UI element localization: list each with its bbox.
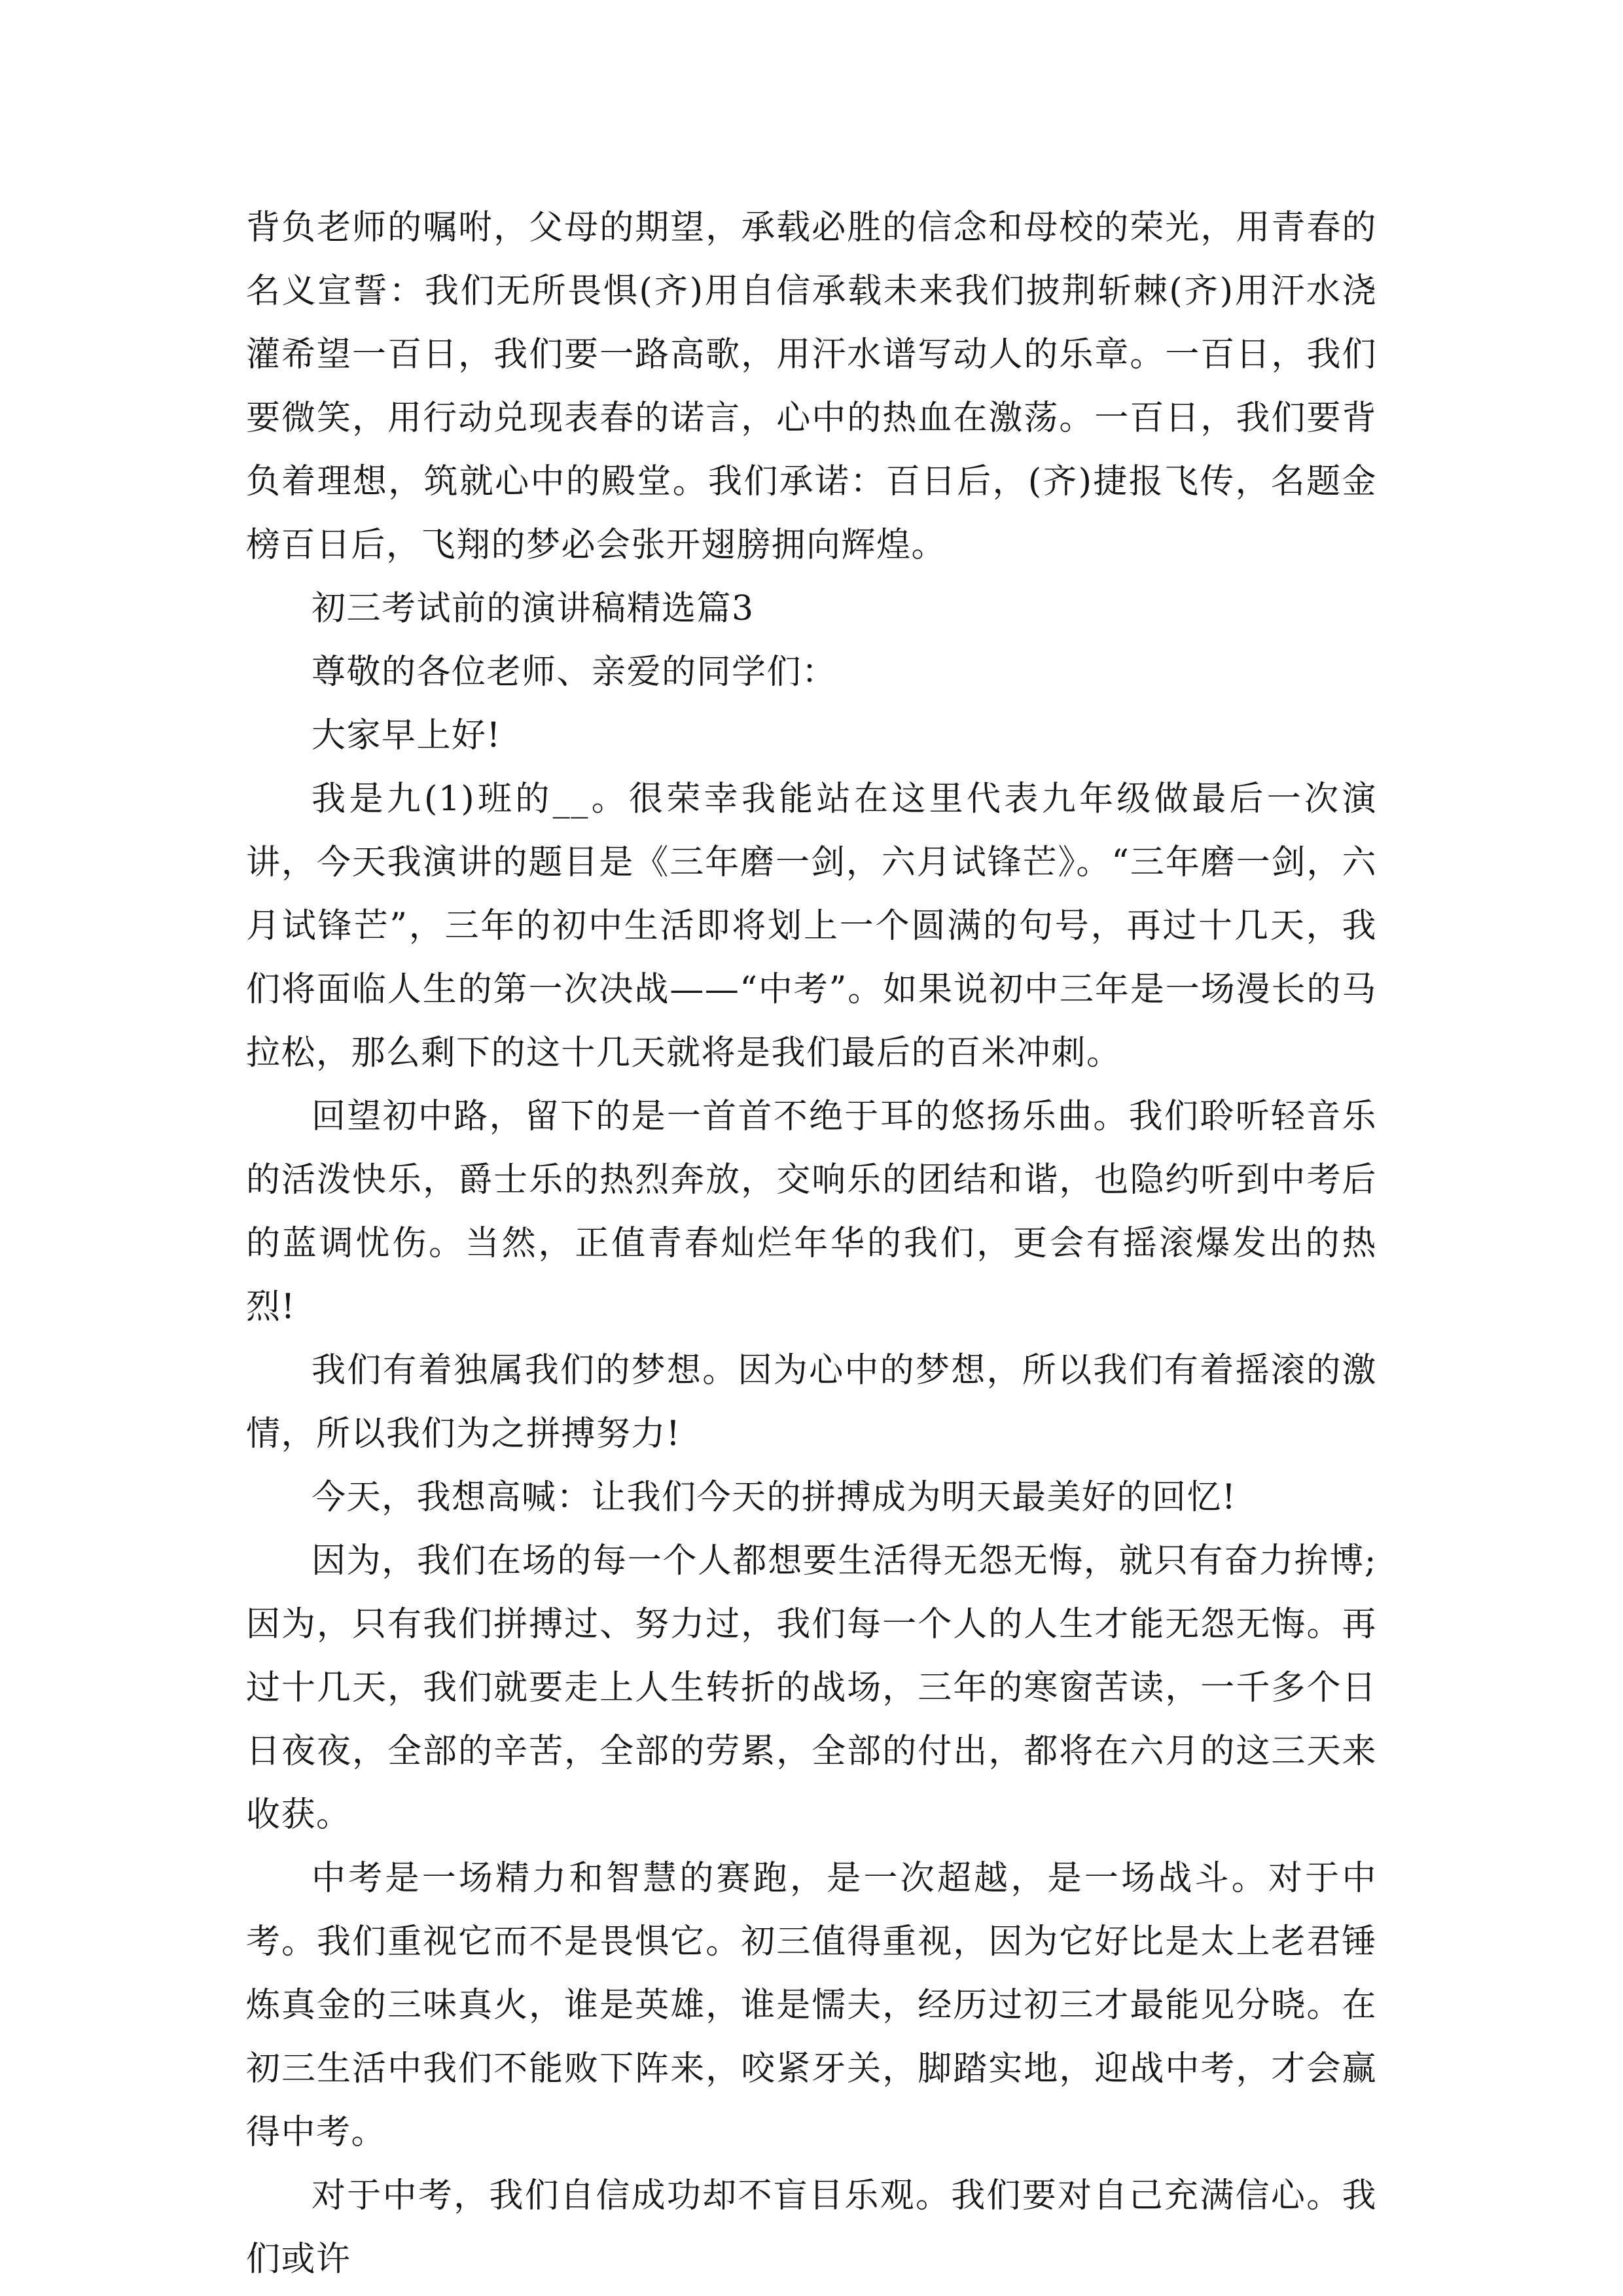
section-heading: 初三考试前的演讲稿精选篇3 [312, 589, 755, 628]
paragraph: 今天，我想高喊：让我们今天的拼搏成为明天最美好的回忆! [312, 1478, 1237, 1517]
salutation: 尊敬的各位老师、亲爱的同学们： [312, 653, 837, 692]
paragraph: 中考是一场精力和智慧的赛跑，是一次超越，是一场战斗。对于中考。我们重视它而不是畏惧它。初三值得重视，因为它好比是太上老君锤炼真金的三味真火，谁是英雄，谁是懦夫，经历过初三才最能见分晓。在初三生活中我们不能败下阵来，咬紧牙关，脚踏实地，迎战中考，才会赢得中考。 [246, 1859, 1377, 2152]
paragraph: 因为，我们在场的每一个人都想要生活得无怨无悔，就只有奋力拚博;因为，只有我们拼搏过、努力过，我们每一个人的人生才能无怨无悔。再过十几天，我们就要走上人生转折的战场，三年的寒窗苦读，一千多个日日夜夜，全部的辛苦，全部的劳累，全部的付出，都将在六月的这三天来收获。 [246, 1541, 1377, 1835]
paragraph: 我是九(1)班的__。很荣幸我能站在这里代表九年级做最后一次演讲，今天我演讲的题目是《三年磨一剑，六月试锋芒》。“三年磨一剑，六月试锋芒”，三年的初中生活即将划上一个圆满的句号，再过十几天，我们将面临人生的第一次决战——“中考”。如果说初中三年是一场漫长的马拉松，那么剩下的这十几天就将是我们最后的百米冲刺。 [246, 780, 1377, 1073]
document-page [246, 196, 1377, 2291]
paragraph-continued: 背负老师的嘱咐，父母的期望，承载必胜的信念和母校的荣光，用青春的名义宣誓：我们无所畏惧(齐)用自信承载未来我们披荆斩棘(齐)用汗水浇灌希望一百日，我们要一路高歌，用汗水谱写动人的乐章。一百日，我们要微笑，用行动兑现表春的诺言，心中的热血在激荡。一百日，我们要背负着理想，筑就心中的殿堂。我们承诺：百日后，(齐)捷报飞传，名题金榜百日后，飞翔的梦必会张开翅膀拥向辉煌。 [246, 208, 1377, 565]
greeting: 大家早上好! [312, 716, 501, 755]
paragraph: 我们有着独属我们的梦想。因为心中的梦想，所以我们有着摇滚的激情，所以我们为之拼搏努力! [246, 1351, 1377, 1454]
paragraph: 对于中考，我们自信成功却不盲目乐观。我们要对自己充满信心。我们或许 [246, 2176, 1377, 2279]
paragraph: 回望初中路，留下的是一首首不绝于耳的悠扬乐曲。我们聆听轻音乐的活泼快乐，爵士乐的热烈奔放，交响乐的团结和谐，也隐约听到中考后的蓝调忧伤。当然，正值青春灿烂年华的我们，更会有摇滚爆发出的热烈! [246, 1097, 1377, 1327]
